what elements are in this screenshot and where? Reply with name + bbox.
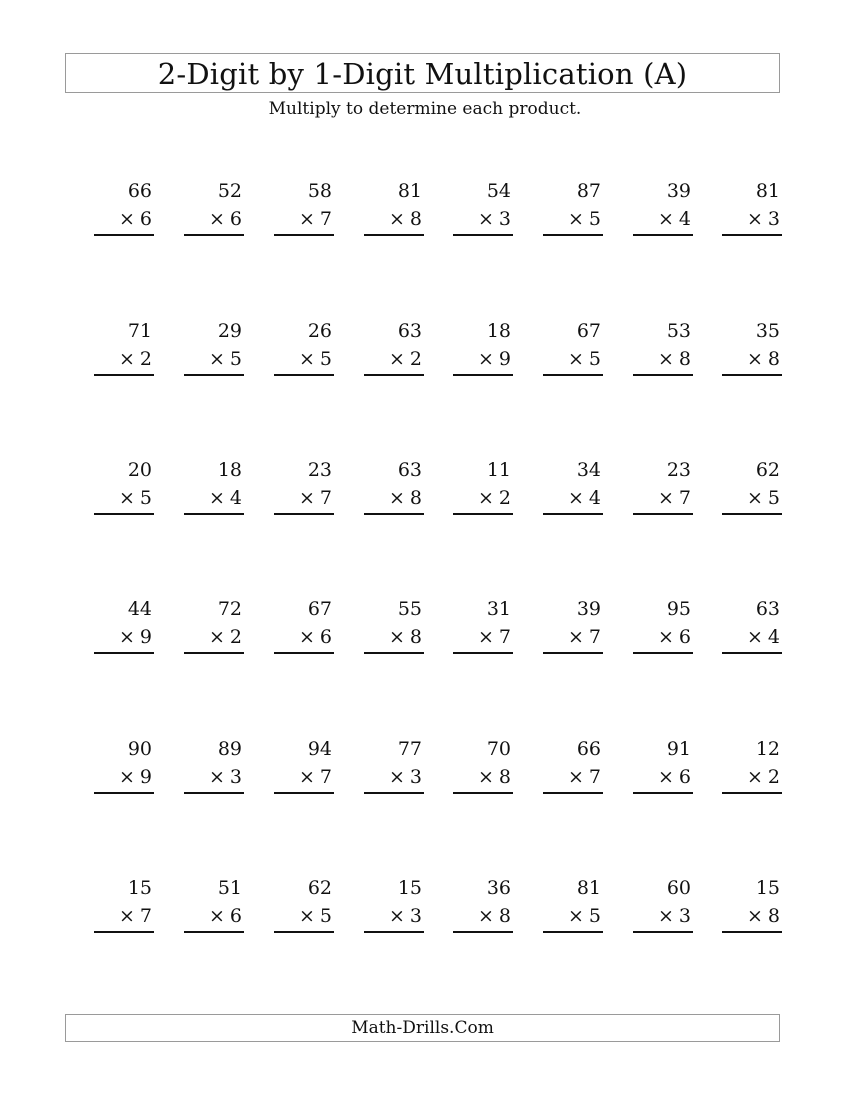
multiplicand: 63 [397, 459, 422, 481]
answer-line [94, 513, 154, 515]
problem [274, 876, 334, 936]
problem [453, 458, 513, 518]
multiplicand: 81 [755, 180, 780, 202]
multiplier-row [209, 904, 242, 928]
multiplier-row [209, 765, 242, 789]
problem [453, 597, 513, 657]
problem [543, 876, 603, 936]
multiply-sign: × [208, 487, 225, 509]
footer-site-name: Math-Drills.Com [65, 1014, 780, 1042]
multiplier-row [209, 207, 242, 231]
multiplier: 7 [319, 487, 332, 509]
multiply-sign: × [298, 905, 315, 927]
multiply-sign: × [388, 208, 405, 230]
multiplier-row [299, 765, 332, 789]
problem [633, 737, 693, 797]
multiply-sign: × [567, 487, 584, 509]
multiply-sign: × [657, 905, 674, 927]
multiplier: 9 [139, 766, 152, 788]
multiplier: 5 [319, 348, 332, 370]
multiplier: 6 [319, 626, 332, 648]
multiplier: 6 [139, 208, 152, 230]
multiply-sign: × [208, 626, 225, 648]
multiplicand: 53 [666, 320, 691, 342]
multiplier: 8 [409, 626, 422, 648]
multiplicand: 67 [576, 320, 601, 342]
multiplicand: 39 [576, 598, 601, 620]
multiplier-row [209, 625, 242, 649]
multiplier: 8 [767, 348, 780, 370]
multiply-sign: × [657, 766, 674, 788]
multiplier: 8 [498, 766, 511, 788]
problem [633, 458, 693, 518]
multiply-sign: × [208, 905, 225, 927]
multiply-sign: × [298, 626, 315, 648]
answer-line [543, 792, 603, 794]
multiply-sign: × [657, 208, 674, 230]
multiply-sign: × [118, 348, 135, 370]
multiplicand: 77 [397, 738, 422, 760]
answer-line [184, 931, 244, 933]
answer-line [364, 931, 424, 933]
problem [543, 179, 603, 239]
multiplicand: 31 [486, 598, 511, 620]
multiplier-row [389, 486, 422, 510]
answer-line [274, 792, 334, 794]
problem [94, 458, 154, 518]
answer-line [543, 234, 603, 236]
multiply-sign: × [477, 626, 494, 648]
answer-line [94, 374, 154, 376]
answer-line [184, 792, 244, 794]
problem [453, 737, 513, 797]
multiply-sign: × [657, 487, 674, 509]
problem [633, 876, 693, 936]
problem [184, 179, 244, 239]
multiplier: 9 [498, 348, 511, 370]
multiplier: 3 [409, 905, 422, 927]
multiplicand: 15 [755, 877, 780, 899]
multiplier-row [299, 486, 332, 510]
problem [722, 319, 782, 379]
multiply-sign: × [567, 905, 584, 927]
multiplier: 4 [678, 208, 691, 230]
multiplicand: 60 [666, 877, 691, 899]
multiplicand: 70 [486, 738, 511, 760]
multiplier: 6 [678, 766, 691, 788]
multiplicand: 44 [127, 598, 152, 620]
multiplier: 4 [229, 487, 242, 509]
multiplier-row [747, 904, 780, 928]
multiply-sign: × [298, 208, 315, 230]
problem [94, 179, 154, 239]
multiplier-row [747, 625, 780, 649]
problem [364, 319, 424, 379]
multiplier: 2 [409, 348, 422, 370]
problem [722, 597, 782, 657]
multiplicand: 94 [307, 738, 332, 760]
multiplicand: 66 [576, 738, 601, 760]
multiplier-row [658, 207, 691, 231]
problem [722, 179, 782, 239]
problem [184, 597, 244, 657]
answer-line [633, 792, 693, 794]
multiply-sign: × [477, 208, 494, 230]
multiplier: 5 [767, 487, 780, 509]
answer-line [722, 374, 782, 376]
multiplicand: 18 [217, 459, 242, 481]
problem [722, 876, 782, 936]
answer-line [184, 652, 244, 654]
multiplier-row [119, 625, 152, 649]
answer-line [543, 652, 603, 654]
problem [364, 876, 424, 936]
problem [274, 458, 334, 518]
problem [274, 737, 334, 797]
multiplier-row [119, 486, 152, 510]
multiply-sign: × [746, 208, 763, 230]
multiply-sign: × [746, 348, 763, 370]
multiply-sign: × [477, 487, 494, 509]
multiply-sign: × [477, 766, 494, 788]
multiplier: 3 [409, 766, 422, 788]
multiplier: 6 [229, 208, 242, 230]
problem [722, 737, 782, 797]
answer-line [184, 234, 244, 236]
multiply-sign: × [567, 626, 584, 648]
multiplicand: 34 [576, 459, 601, 481]
answer-line [722, 234, 782, 236]
multiplier-row [568, 765, 601, 789]
answer-line [453, 513, 513, 515]
multiplicand: 63 [397, 320, 422, 342]
multiplicand: 91 [666, 738, 691, 760]
multiply-sign: × [388, 487, 405, 509]
multiply-sign: × [208, 348, 225, 370]
problem [364, 179, 424, 239]
worksheet-title: 2-Digit by 1-Digit Multiplication (A) [65, 53, 780, 93]
instructions: Multiply to determine each product. [268, 99, 582, 119]
multiplier: 3 [678, 905, 691, 927]
multiplier: 4 [588, 487, 601, 509]
answer-line [722, 931, 782, 933]
multiplier: 5 [229, 348, 242, 370]
multiply-sign: × [567, 208, 584, 230]
multiplier-row [478, 904, 511, 928]
answer-line [364, 513, 424, 515]
multiplier-row [119, 904, 152, 928]
multiplier-row [658, 904, 691, 928]
multiply-sign: × [298, 348, 315, 370]
multiplier: 7 [139, 905, 152, 927]
multiplier-row [119, 347, 152, 371]
multiplier: 8 [678, 348, 691, 370]
answer-line [633, 652, 693, 654]
multiplier: 7 [588, 766, 601, 788]
answer-line [94, 792, 154, 794]
multiplier: 3 [229, 766, 242, 788]
multiplier-row [209, 486, 242, 510]
multiplier: 9 [139, 626, 152, 648]
problem [274, 597, 334, 657]
multiplicand: 36 [486, 877, 511, 899]
multiplier: 8 [498, 905, 511, 927]
multiplier: 5 [588, 208, 601, 230]
multiplier-row [658, 765, 691, 789]
answer-line [633, 374, 693, 376]
multiplier: 3 [498, 208, 511, 230]
multiplier: 7 [319, 208, 332, 230]
multiply-sign: × [118, 208, 135, 230]
problem [453, 319, 513, 379]
answer-line [453, 931, 513, 933]
answer-line [94, 234, 154, 236]
answer-line [94, 931, 154, 933]
problem [184, 319, 244, 379]
answer-line [364, 234, 424, 236]
answer-line [274, 374, 334, 376]
multiplicand: 15 [397, 877, 422, 899]
multiplier-row [389, 765, 422, 789]
problem [274, 319, 334, 379]
multiply-sign: × [118, 626, 135, 648]
answer-line [94, 652, 154, 654]
multiplier-row [568, 904, 601, 928]
problem [722, 458, 782, 518]
multiplier-row [478, 625, 511, 649]
multiplicand: 23 [307, 459, 332, 481]
multiply-sign: × [118, 487, 135, 509]
problem [543, 319, 603, 379]
multiplicand: 71 [127, 320, 152, 342]
multiplier-row [747, 486, 780, 510]
answer-line [274, 513, 334, 515]
multiply-sign: × [388, 348, 405, 370]
multiplier: 4 [767, 626, 780, 648]
multiplicand: 72 [217, 598, 242, 620]
multiply-sign: × [477, 348, 494, 370]
multiplicand: 20 [127, 459, 152, 481]
multiplicand: 35 [755, 320, 780, 342]
multiplicand: 52 [217, 180, 242, 202]
answer-line [453, 234, 513, 236]
multiplier-row [299, 904, 332, 928]
multiplicand: 51 [217, 877, 242, 899]
multiply-sign: × [118, 766, 135, 788]
problem [364, 597, 424, 657]
multiplicand: 39 [666, 180, 691, 202]
answer-line [722, 792, 782, 794]
multiplier-row [747, 347, 780, 371]
multiplicand: 89 [217, 738, 242, 760]
answer-line [543, 513, 603, 515]
multiplier: 7 [678, 487, 691, 509]
multiply-sign: × [208, 766, 225, 788]
multiply-sign: × [567, 348, 584, 370]
multiply-sign: × [298, 487, 315, 509]
multiplicand: 12 [755, 738, 780, 760]
multiplicand: 87 [576, 180, 601, 202]
problem [633, 319, 693, 379]
multiply-sign: × [567, 766, 584, 788]
multiplier-row [299, 625, 332, 649]
multiplicand: 81 [576, 877, 601, 899]
answer-line [184, 374, 244, 376]
problem [184, 737, 244, 797]
multiplier-row [299, 207, 332, 231]
problem [94, 737, 154, 797]
multiplicand: 90 [127, 738, 152, 760]
multiplier-row [658, 625, 691, 649]
multiplier: 5 [139, 487, 152, 509]
multiplicand: 11 [486, 459, 511, 481]
answer-line [543, 374, 603, 376]
multiplier: 5 [588, 348, 601, 370]
answer-line [453, 652, 513, 654]
problem [94, 319, 154, 379]
multiplier: 2 [229, 626, 242, 648]
multiplicand: 81 [397, 180, 422, 202]
multiplier-row [658, 486, 691, 510]
multiplicand: 67 [307, 598, 332, 620]
multiply-sign: × [388, 626, 405, 648]
multiplier-row [389, 207, 422, 231]
problem [364, 737, 424, 797]
answer-line [722, 652, 782, 654]
multiplicand: 62 [755, 459, 780, 481]
problem [633, 597, 693, 657]
multiply-sign: × [746, 626, 763, 648]
multiply-sign: × [657, 348, 674, 370]
problem [453, 876, 513, 936]
multiplicand: 29 [217, 320, 242, 342]
answer-line [364, 374, 424, 376]
multiplicand: 63 [755, 598, 780, 620]
multiply-sign: × [388, 766, 405, 788]
multiplicand: 26 [307, 320, 332, 342]
multiplicand: 55 [397, 598, 422, 620]
problem [184, 876, 244, 936]
problem [543, 458, 603, 518]
multiplier: 2 [767, 766, 780, 788]
answer-line [633, 513, 693, 515]
problem [543, 597, 603, 657]
multiplicand: 23 [666, 459, 691, 481]
problem [364, 458, 424, 518]
multiplier: 5 [588, 905, 601, 927]
multiplicand: 62 [307, 877, 332, 899]
answer-line [453, 792, 513, 794]
problem [543, 737, 603, 797]
multiplier: 7 [319, 766, 332, 788]
answer-line [274, 234, 334, 236]
multiplier-row [389, 904, 422, 928]
multiplicand: 54 [486, 180, 511, 202]
multiplier-row [568, 347, 601, 371]
problem [633, 179, 693, 239]
multiplier-row [747, 765, 780, 789]
multiplier-row [747, 207, 780, 231]
multiplier-row [119, 207, 152, 231]
multiplicand: 58 [307, 180, 332, 202]
multiply-sign: × [208, 208, 225, 230]
problem [274, 179, 334, 239]
multiplier-row [119, 765, 152, 789]
multiplier-row [478, 347, 511, 371]
answer-line [364, 652, 424, 654]
multiplier-row [478, 765, 511, 789]
multiply-sign: × [388, 905, 405, 927]
multiplier-row [568, 207, 601, 231]
multiplier: 8 [409, 208, 422, 230]
multiply-sign: × [298, 766, 315, 788]
multiplier-row [478, 207, 511, 231]
multiplicand: 15 [127, 877, 152, 899]
multiply-sign: × [118, 905, 135, 927]
multiplier-row [478, 486, 511, 510]
multiply-sign: × [746, 487, 763, 509]
multiplier: 2 [139, 348, 152, 370]
problem [184, 458, 244, 518]
multiplier-row [389, 347, 422, 371]
answer-line [722, 513, 782, 515]
multiplier: 5 [319, 905, 332, 927]
multiplier-row [299, 347, 332, 371]
answer-line [274, 931, 334, 933]
multiplier-row [658, 347, 691, 371]
multiply-sign: × [746, 766, 763, 788]
multiply-sign: × [477, 905, 494, 927]
multiplier-row [389, 625, 422, 649]
multiplier: 6 [678, 626, 691, 648]
answer-line [633, 234, 693, 236]
multiplier: 3 [767, 208, 780, 230]
multiplicand: 18 [486, 320, 511, 342]
multiplier-row [568, 625, 601, 649]
problem [453, 179, 513, 239]
multiplier: 6 [229, 905, 242, 927]
multiplier: 8 [767, 905, 780, 927]
multiply-sign: × [746, 905, 763, 927]
multiplier-row [209, 347, 242, 371]
multiplier-row [568, 486, 601, 510]
problem [94, 597, 154, 657]
multiplicand: 66 [127, 180, 152, 202]
multiplicand: 95 [666, 598, 691, 620]
answer-line [274, 652, 334, 654]
answer-line [633, 931, 693, 933]
multiplier: 8 [409, 487, 422, 509]
multiplier: 7 [498, 626, 511, 648]
multiplier: 7 [588, 626, 601, 648]
answer-line [364, 792, 424, 794]
multiplier: 2 [498, 487, 511, 509]
answer-line [543, 931, 603, 933]
multiply-sign: × [657, 626, 674, 648]
answer-line [184, 513, 244, 515]
answer-line [453, 374, 513, 376]
problem [94, 876, 154, 936]
